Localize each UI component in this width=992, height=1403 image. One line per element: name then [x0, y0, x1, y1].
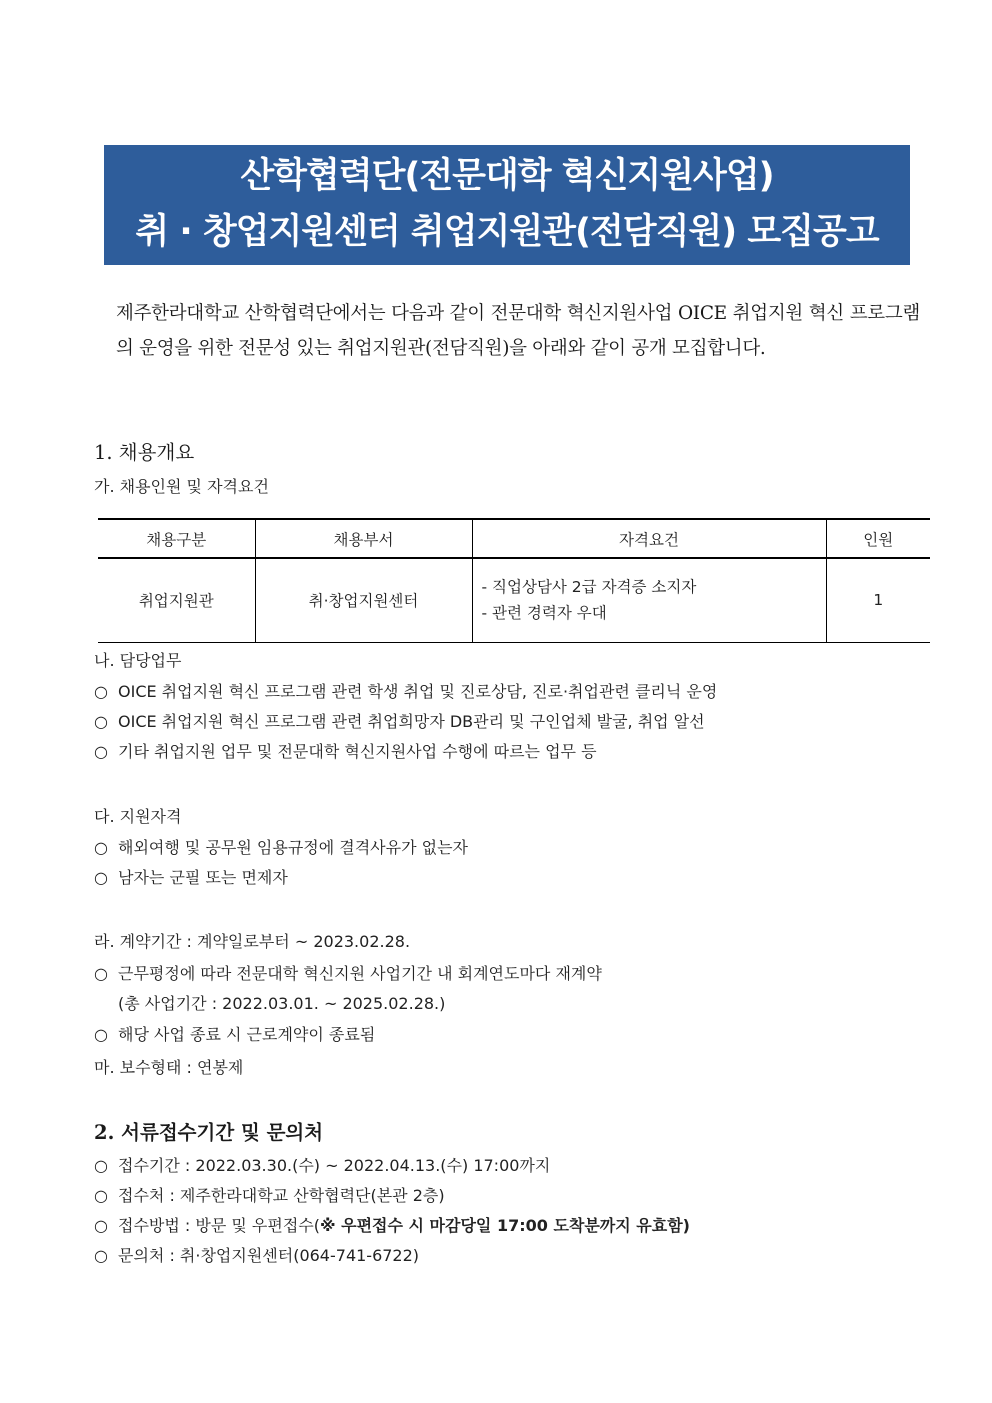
contract-text: 해당 사업 종료 시 근로계약이 종료됨 — [118, 1025, 376, 1044]
duty-item — [94, 739, 597, 762]
title-line-1: 산학협력단(전문대학 혁신지원사업) — [240, 156, 774, 196]
application-item — [94, 1243, 419, 1266]
requirement-line: - 직업상담사 2급 자격증 소지자 — [481, 578, 697, 597]
bullet-icon: ○ — [94, 868, 108, 887]
table-cell-type: 취업지원관 — [98, 558, 255, 642]
application-item — [94, 1213, 690, 1236]
table-cell-dept: 취·창업지원센터 — [255, 558, 472, 642]
bullet-icon: ○ — [94, 1186, 108, 1205]
contract-item — [94, 961, 602, 984]
table-header: 채용구분 — [98, 519, 255, 558]
section-1-heading: 1. 채용개요 — [94, 441, 195, 464]
qualification-text: 남자는 군필 또는 면제자 — [118, 868, 288, 887]
duty-text: 기타 취업지원 업무 및 전문대학 혁신지원사업 수행에 따르는 업무 등 — [118, 742, 597, 761]
contract-period-note: (총 사업기간 : 2022.03.01. ~ 2025.02.28.) — [118, 994, 446, 1013]
bullet-icon: ○ — [94, 1246, 108, 1265]
bullet-icon: ○ — [94, 712, 108, 731]
table-header: 자격요건 — [472, 519, 826, 558]
subsection-ga: 가. 채용인원 및 자격요건 — [94, 477, 269, 496]
title-line-2: 취 · 창업지원센터 취업지원관(전담직원) 모집공고 — [135, 212, 879, 252]
bullet-icon: ○ — [94, 1216, 108, 1235]
subsection-da: 다. 지원자격 — [94, 807, 182, 826]
intro-paragraph: 제주한라대학교 산학협력단에서는 다음과 같이 전문대학 혁신지원사업 OICE 취업지원 혁신 프로그램의 운영을 위한 전문성 있는 취업지원관(전담직원)을 아래와 같이 공개 모집합니다. — [116, 303, 920, 359]
duty-item — [94, 679, 717, 702]
table-cell-count: 1 — [826, 558, 930, 642]
qualification-item — [94, 835, 468, 858]
bullet-icon: ○ — [94, 838, 108, 857]
subsection-ma: 마. 보수형태 : 연봉제 — [94, 1058, 244, 1077]
title-banner — [104, 145, 910, 265]
table-header: 인원 — [826, 519, 930, 558]
application-text: 접수방법 : 방문 및 우편접수( — [118, 1216, 320, 1235]
application-item — [94, 1183, 445, 1206]
table-cell-requirements — [472, 558, 826, 642]
subsection-na: 나. 담당업무 — [94, 651, 182, 670]
bullet-icon: ○ — [94, 964, 108, 983]
qualification-item — [94, 865, 288, 888]
section-2-heading: 2. 서류접수기간 및 문의처 — [94, 1121, 324, 1144]
contract-text: 근무평정에 따라 전문대학 혁신지원 사업기간 내 회계연도마다 재계약 — [118, 964, 602, 983]
qualification-text: 해외여행 및 공무원 임용규정에 결격사유가 없는자 — [118, 838, 469, 857]
application-text: 접수기간 : 2022.03.30.(수) ~ 2022.04.13.(수) 17:00까지 — [118, 1156, 551, 1175]
bullet-icon: ○ — [94, 1156, 108, 1175]
duty-text: OICE 취업지원 혁신 프로그램 관련 취업희망자 DB관리 및 구인업체 발굴, 취업 알선 — [118, 712, 705, 731]
bullet-icon: ○ — [94, 682, 108, 701]
table-row — [98, 558, 930, 642]
table-header-row — [98, 519, 930, 558]
subsection-ra: 라. 계약기간 : 계약일로부터 ~ 2023.02.28. — [94, 932, 411, 951]
application-item — [94, 1153, 550, 1176]
requirements-table — [98, 518, 930, 643]
bullet-icon: ○ — [94, 1025, 108, 1044]
duty-item — [94, 709, 705, 732]
mail-deadline-note: ※ 우편접수 시 마감당일 17:00 도착분까지 유효함) — [320, 1216, 690, 1235]
bullet-icon: ○ — [94, 742, 108, 761]
application-text: 접수처 : 제주한라대학교 산학협력단(본관 2층) — [118, 1186, 445, 1205]
duty-text: OICE 취업지원 혁신 프로그램 관련 학생 취업 및 진로상담, 진로·취업관련 클리닉 운영 — [118, 682, 718, 701]
table-header: 채용부서 — [255, 519, 472, 558]
contract-item — [94, 1022, 375, 1045]
requirement-line: - 관련 경력자 우대 — [481, 604, 607, 623]
application-text: 문의처 : 취·창업지원센터(064-741-6722) — [118, 1246, 420, 1265]
